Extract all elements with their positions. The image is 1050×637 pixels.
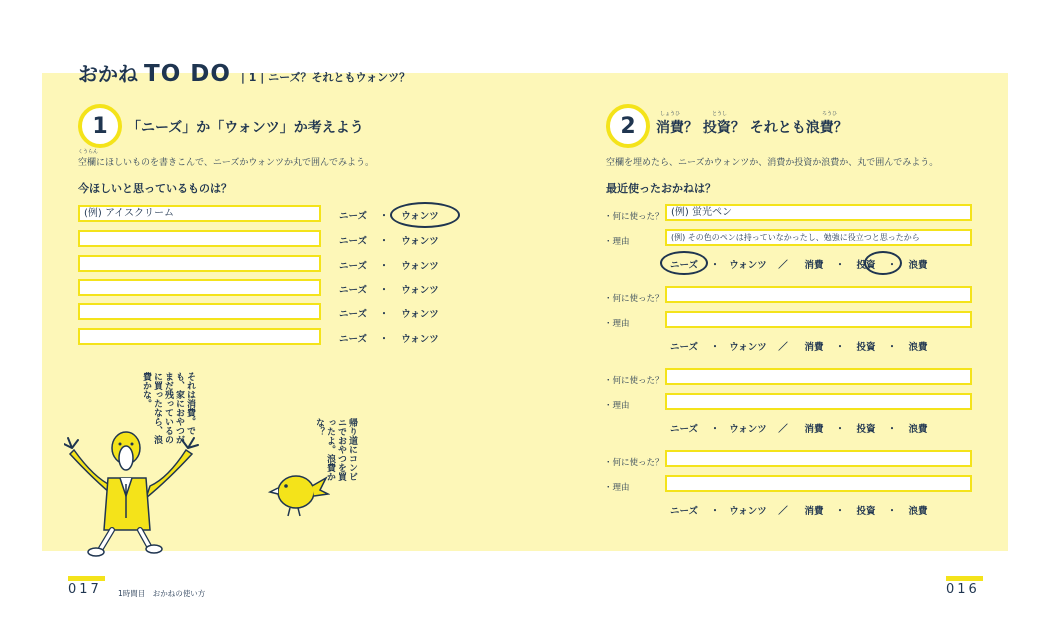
- waste-option[interactable]: 浪費: [908, 424, 928, 435]
- label-reason: ・理由: [604, 237, 630, 247]
- ruby-rouhi: ろうひ: [822, 111, 838, 117]
- reason-input-1[interactable]: (例) その色のペンは持っていなかったし、勉強に役立つと思ったから: [665, 229, 972, 246]
- consume-option[interactable]: 消費: [804, 424, 824, 435]
- section-2-question: 最近使ったおかねは？: [606, 182, 716, 195]
- ruby-toushi: とうし: [712, 111, 728, 117]
- wants-option[interactable]: ウォンツ: [401, 261, 439, 272]
- reason-input-3[interactable]: [665, 393, 972, 410]
- bird-speech-text: 帰り道にコンビニでおやつを買ったよ。浪費かな？: [314, 418, 357, 481]
- separator-dot: ・: [835, 260, 845, 271]
- separator-dot: ・: [379, 334, 389, 345]
- footer-accent-left: [68, 576, 105, 581]
- separator-dot: ・: [710, 506, 720, 517]
- label-what: ・何に使った？: [604, 294, 664, 304]
- section-2-instruction: 空欄を埋めたら、ニーズかウォンツか、消費か投資か浪費か、丸で囲んでみよう。: [606, 158, 939, 168]
- reason-input-2[interactable]: [665, 311, 972, 328]
- separator-dot: ・: [379, 211, 389, 222]
- section-1-title: 「ニーズ」か「ウォンツ」か考えよう: [127, 120, 364, 136]
- needs-option[interactable]: ニーズ: [669, 424, 699, 435]
- footer-accent-right: [946, 576, 983, 581]
- wants-option[interactable]: ウォンツ: [401, 236, 439, 247]
- invest-option[interactable]: 投資: [856, 260, 876, 271]
- consume-option[interactable]: 消費: [804, 260, 824, 271]
- wants-option[interactable]: ウォンツ: [729, 342, 767, 353]
- what-input-3[interactable]: [665, 368, 972, 385]
- consume-option[interactable]: 消費: [804, 342, 824, 353]
- wish-input-6[interactable]: [78, 328, 321, 345]
- consume-option[interactable]: 消費: [804, 506, 824, 517]
- separator-dot: ・: [887, 260, 897, 271]
- needs-option[interactable]: ニーズ: [669, 260, 699, 271]
- choice-row-3: [664, 421, 936, 435]
- needs-option[interactable]: ニーズ: [338, 236, 368, 247]
- needs-option[interactable]: ニーズ: [338, 309, 368, 320]
- wants-option[interactable]: ウォンツ: [729, 260, 767, 271]
- separator-dot: ・: [710, 260, 720, 271]
- label-what: ・何に使った？: [604, 376, 664, 386]
- footer-chapter-label: 1時間目 おかねの使い方: [118, 589, 206, 598]
- man-speech-text: それは消費。でも、家におやつがまだ残っているのに買ったなら、浪費かな。: [141, 372, 195, 444]
- waste-option[interactable]: 浪費: [908, 260, 928, 271]
- separator-slash: ／: [778, 342, 788, 353]
- wants-option[interactable]: ウォンツ: [729, 506, 767, 517]
- invest-option[interactable]: 投資: [856, 342, 876, 353]
- needs-circle-mark: [660, 251, 708, 275]
- separator-slash: ／: [778, 260, 788, 271]
- needs-wants-row-2: [333, 233, 445, 247]
- separator-dot: ・: [835, 506, 845, 517]
- wants-option[interactable]: ウォンツ: [401, 211, 439, 222]
- ruby-kuuran: くうらん: [78, 149, 99, 155]
- wish-input-5[interactable]: [78, 303, 321, 320]
- section-number-1: 1: [78, 104, 122, 148]
- separator-slash: ／: [778, 424, 788, 435]
- separator-dot: ・: [710, 424, 720, 435]
- separator-slash: ／: [778, 506, 788, 517]
- label-reason: ・理由: [604, 483, 630, 493]
- todo-text: TO DO: [144, 61, 231, 87]
- reason-input-4[interactable]: [665, 475, 972, 492]
- wish-input-2[interactable]: [78, 230, 321, 247]
- needs-option[interactable]: ニーズ: [669, 506, 699, 517]
- wants-option[interactable]: ウォンツ: [401, 309, 439, 320]
- separator-dot: ・: [887, 342, 897, 353]
- what-input-1[interactable]: (例) 蛍光ペン: [665, 204, 972, 221]
- what-input-4[interactable]: [665, 450, 972, 467]
- needs-wants-row-3: [333, 258, 445, 272]
- invest-option[interactable]: 投資: [856, 506, 876, 517]
- separator-dot: ・: [379, 261, 389, 272]
- title-subtitle: | 1 | ニーズ？それともウォンツ？: [240, 71, 411, 84]
- choice-row-4: [664, 503, 936, 517]
- separator-dot: ・: [835, 424, 845, 435]
- label-what: ・何に使った？: [604, 458, 664, 468]
- needs-option[interactable]: ニーズ: [669, 342, 699, 353]
- needs-option[interactable]: ニーズ: [338, 211, 368, 222]
- separator-dot: ・: [379, 236, 389, 247]
- label-reason: ・理由: [604, 401, 630, 411]
- page-title: [78, 58, 410, 87]
- section-2-title: 消費？ 投資？ それとも浪費？: [656, 120, 848, 136]
- ruby-shouhi: しょうひ: [660, 111, 681, 117]
- wish-input-4[interactable]: [78, 279, 321, 296]
- wants-option[interactable]: ウォンツ: [401, 285, 439, 296]
- separator-dot: ・: [887, 424, 897, 435]
- separator-dot: ・: [379, 285, 389, 296]
- wants-circle-mark: [390, 202, 460, 228]
- section-number-2: 2: [606, 104, 650, 148]
- invest-circle-mark: [864, 251, 902, 275]
- choice-row-2: [664, 339, 936, 353]
- needs-option[interactable]: ニーズ: [338, 261, 368, 272]
- invest-option[interactable]: 投資: [856, 424, 876, 435]
- needs-wants-row-6: [333, 331, 445, 345]
- needs-wants-row-5: [333, 306, 445, 320]
- brand-text: おかね: [78, 62, 138, 86]
- separator-dot: ・: [379, 309, 389, 320]
- page-number-left: 017: [68, 582, 102, 597]
- wish-input-1[interactable]: (例) アイスクリーム: [78, 205, 321, 222]
- what-input-2[interactable]: [665, 286, 972, 303]
- label-reason: ・理由: [604, 319, 630, 329]
- waste-option[interactable]: 浪費: [908, 342, 928, 353]
- page-number-right: 016: [946, 582, 980, 597]
- label-what: ・何に使った？: [604, 212, 664, 222]
- wants-option[interactable]: ウォンツ: [401, 334, 439, 345]
- waste-option[interactable]: 浪費: [908, 506, 928, 517]
- needs-wants-row-4: [333, 282, 445, 296]
- needs-option[interactable]: ニーズ: [338, 285, 368, 296]
- section-1-instruction: 空欄にほしいものを書きこんで、ニーズかウォンツか丸で囲んでみよう。: [78, 158, 375, 168]
- wish-input-3[interactable]: [78, 255, 321, 272]
- wants-option[interactable]: ウォンツ: [729, 424, 767, 435]
- man-illustration: [64, 418, 200, 560]
- bird-illustration: [266, 464, 330, 520]
- needs-option[interactable]: ニーズ: [338, 334, 368, 345]
- section-1-question: 今ほしいと思っているものは？: [78, 182, 232, 195]
- separator-dot: ・: [835, 342, 845, 353]
- separator-dot: ・: [710, 342, 720, 353]
- separator-dot: ・: [887, 506, 897, 517]
